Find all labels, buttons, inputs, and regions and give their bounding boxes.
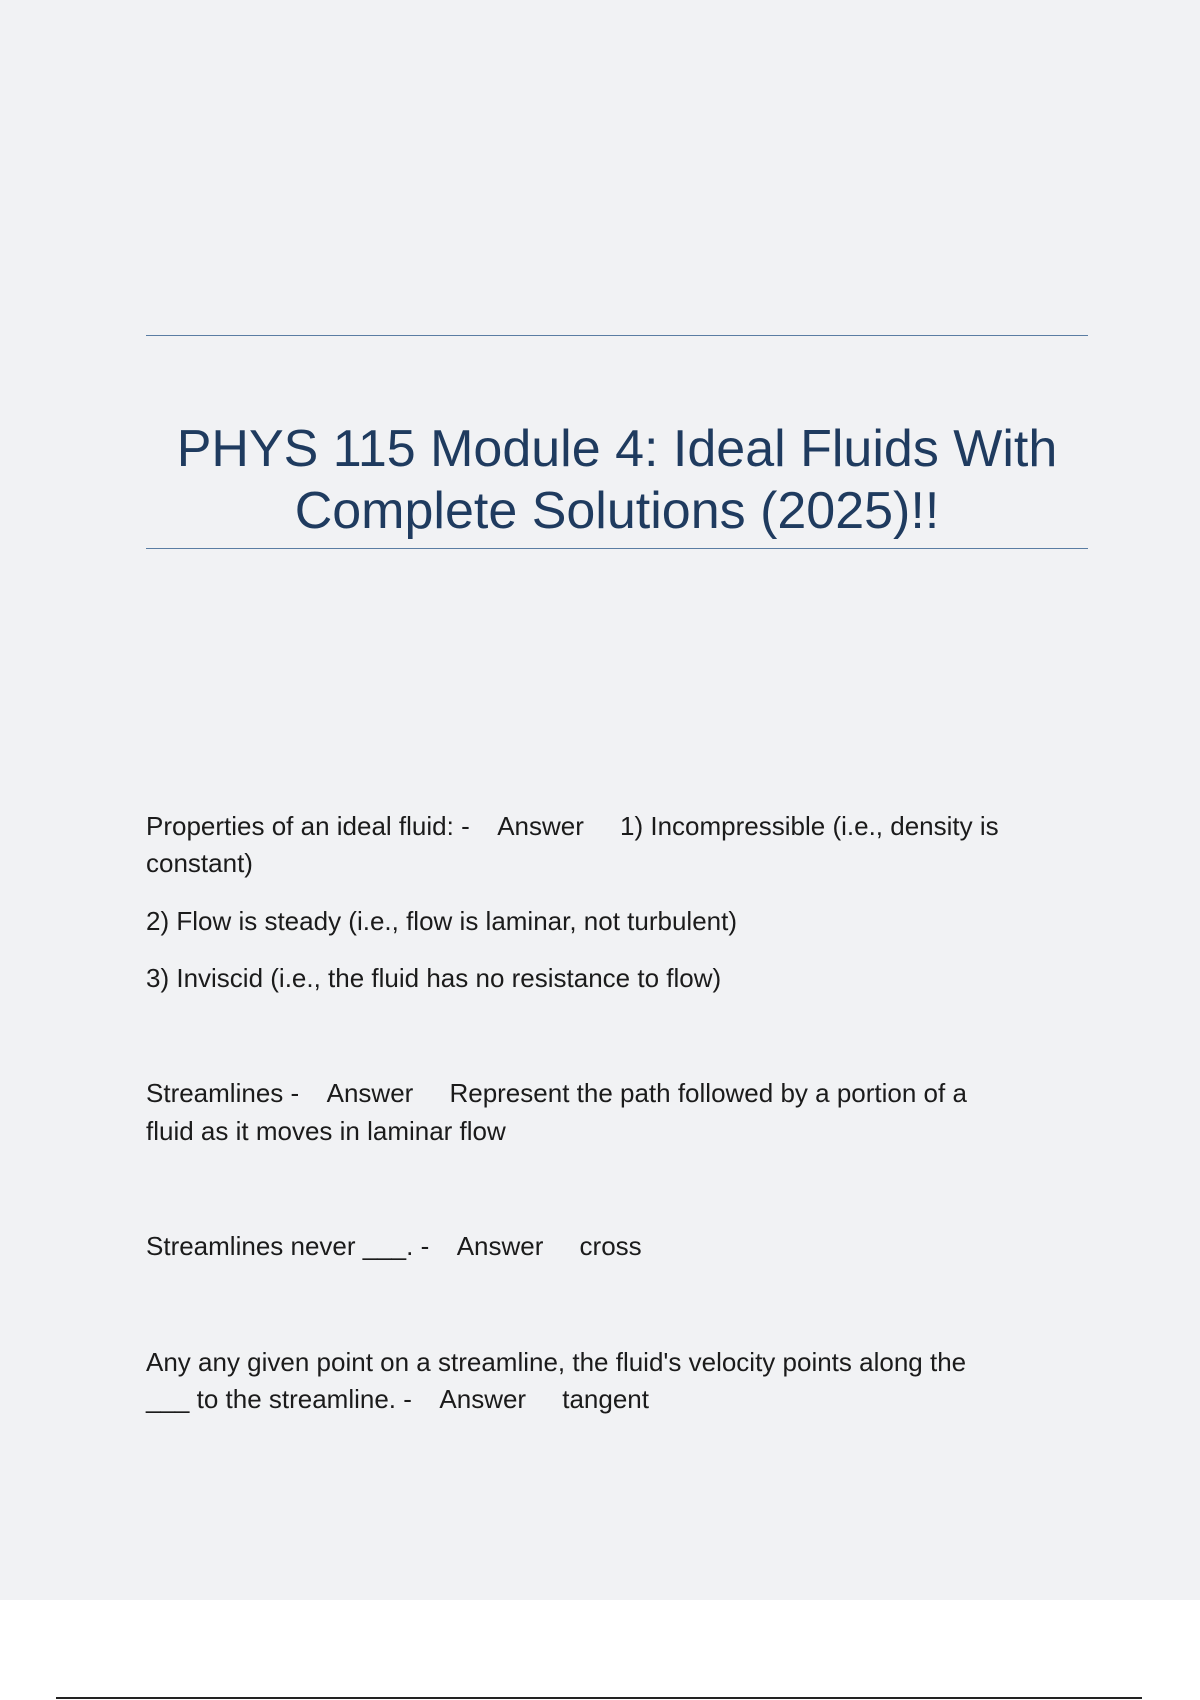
qa-item-4-line-1: Any any given point on a streamline, the fluid's velocity points along the — [146, 1347, 967, 1377]
qa-item-1-line-2: constant) — [146, 848, 253, 878]
qa-1-question: Properties of an ideal fluid: - — [146, 811, 470, 841]
page-bottom-rule — [56, 1697, 1142, 1699]
qa-item-3-line-1 — [146, 1228, 1088, 1265]
qa-3-answer: cross — [579, 1231, 642, 1261]
qa-item-1-extra-1: 2) Flow is steady (i.e., flow is laminar, not turbulent) — [146, 906, 738, 936]
qa-item-2-line-2: fluid as it moves in laminar flow — [146, 1116, 506, 1146]
title-bottom-rule — [146, 548, 1088, 549]
title-line-2: Complete Solutions (2025)!! — [294, 482, 940, 540]
title-top-rule — [146, 335, 1088, 336]
qa-2-answer: Represent the path followed by a portion of a — [449, 1078, 967, 1108]
qa-3-answer-label: Answer — [456, 1231, 544, 1261]
qa-item-1-extra-2: 3) Inviscid (i.e., the fluid has no resistance to flow) — [146, 963, 722, 993]
qa-1-answer-label: Answer — [497, 811, 584, 841]
qa-1-answer: 1) Incompressible (i.e., density is — [620, 811, 999, 841]
page-title — [146, 418, 1088, 542]
qa-3-question: Streamlines never ___. - — [146, 1231, 430, 1261]
qa-item-4-line-2 — [146, 1381, 1088, 1418]
qa-item-2-line-1 — [146, 1075, 1088, 1112]
qa-item-1-line-1 — [146, 808, 1088, 845]
title-line-1: PHYS 115 Module 4: Ideal Fluids With — [176, 420, 1058, 478]
qa-2-answer-label: Answer — [326, 1078, 414, 1108]
qa-4-answer: tangent — [562, 1384, 649, 1414]
qa-4-answer-label: Answer — [439, 1384, 527, 1414]
qa-2-question: Streamlines - — [146, 1078, 300, 1108]
qa-4-question-cont: ___ to the streamline. - — [146, 1384, 412, 1414]
